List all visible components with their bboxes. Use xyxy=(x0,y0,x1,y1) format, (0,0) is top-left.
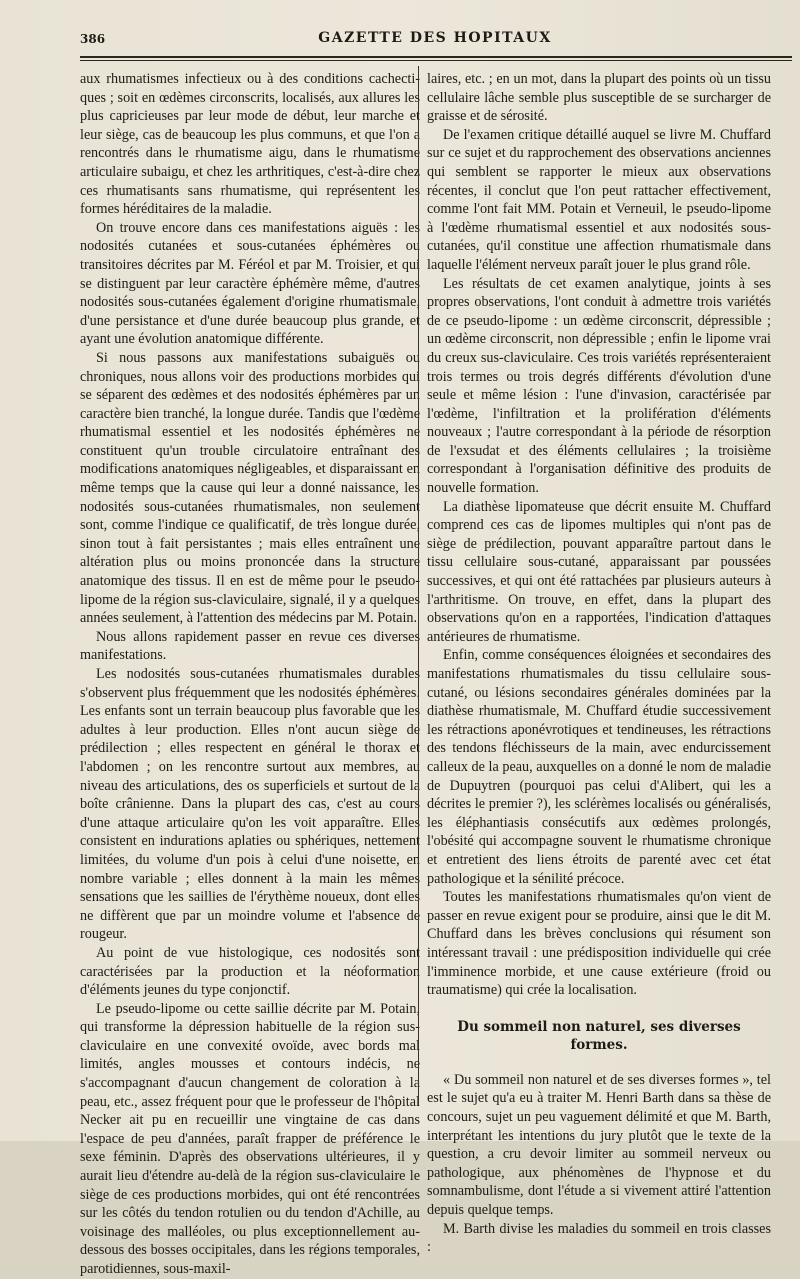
right-column xyxy=(427,70,771,1257)
paragraph: Les nodosités sous-cutanées rhumatismales durables s'observent plus fréquemment que les nodosités éphémères. Les enfants sont un terrain beaucoup plus favorable que les adultes à leur production. Elles n'ont aucun siège de prédilection ; elles respectent en général le thorax et l'abdomen ; on les rencontre surtout aux membres, au niveau des articulations, des os superficiels et surtout de la boîte crânienne. Dans la plupart des cas, c'est au cours d'une attaque articulaire qu'on les voit apparaître. Elles consistent en indurations aplaties ou sphériques, nettement limitées, du volume d'un pois à celui d'une noisette, en nombre variable ; elles donnent à la main les mêmes sensations que les saillies de l'érythème noueux, dont elles ne diffèrent que par un moindre volume et l'absence de rougeur. xyxy=(80,666,420,943)
paragraph: Au point de vue histologique, ces nodosités sont caractérisées par la production et la néoformation d'éléments jeunes du type conjonctif. xyxy=(80,944,420,999)
column-divider xyxy=(418,66,419,1106)
page-header xyxy=(80,30,790,54)
paragraph: laires, etc. ; en un mot, dans la plupart des points où un tissu cellulaire lâche semble plus susceptible de se surcharger de graisse et de sérosité. xyxy=(427,71,771,125)
paragraph: De l'examen critique détaillé auquel se livre M. Chuffard sur ce sujet et du rapprochement des observations anciennes qui semblent se rapporter le mieux aux observations récentes, il conclut que l'on peut rattacher effectivement, comme l'ont fait MM. Potain et Verneuil, le pseudo-lipome à l'œdème rhumatismal essentiel et aux nodosités sous-cutanées, qu'il constitue une affection rhumatismale dans laquelle l'élément nerveux paraît jouer le plus grand rôle. xyxy=(427,126,771,273)
header-rule-thin xyxy=(80,60,792,61)
paragraph: Les résultats de cet examen analytique, joints à ses propres observations, l'ont conduit à admettre trois variétés de ce pseudo-lipome : un œdème circonscrit, dépressible ; un œdème circonscrit, non dépressible ; enfin le lipome vrai du creux sus-claviculaire. Ces trois variétés représenteraient trois termes ou trois degrés différents d'évolution d'une seule et même lésion : l'une d'invasion, caractérisée par l'œdème, l'infiltration et la prolifération d'éléments nouveaux ; l'autre correspondant à la période de résorption de l'exsudat et des éléments cellulaires ; la troisième correspondant à l'organisation définitive des produits de nouvelle formation. xyxy=(427,275,771,497)
paragraph: Le pseudo-lipome ou cette saillie décrite par M. Potain, qui transforme la dépression habituelle de la région sus-claviculaire en une convexité ovoïde, avec bords mal limités, angles mousses et contours indécis, ne s'accompagnant d'aucun changement de coloration à la peau, etc., assez fréquent pour que le professeur de l'hôpital Necker ait pu en recueillir une vingtaine de cas dans l'espace de peu d'années, paraît frapper de préférence le sexe féminin. D'après des observations ultérieures, il y aurait lieu d'étendre au-delà de la région sus-claviculaire le siège de ces productions morbides, qui ont été rencontrées sur les côtés du tendon rotulien ou du tendon d'Achille, au voisinage des malléoles, ou plus exceptionnellement au-dessous des bosses occipitales, dans les régions temporales, parotidiennes, sous-maxil- xyxy=(80,1000,420,1277)
paragraph: Toutes les manifestations rhumatismales qu'on vient de passer en revue exigent pour se produire, ainsi que le dit M. Chuffard dans les brèves conclusions qui résument son intéressant travail : une prédisposition individuelle qui crée l'imminence morbide, et une cause extérieure (froid ou traumatisme) qui crée la localisation. xyxy=(427,889,771,999)
paragraph: aux rhumatismes infectieux ou à des conditions cachecti-ques ; soit en œdèmes circonscrits, localisés, aux allures les plus capricieuses par leur mode de début, leur marche et leur siège, cas de beaucoup les plus communs, et que l'on a rencontrés dans le rhumatisme aigu, dans le rhumatisme articulaire subaigu, et chez les arthritiques, c'est-à-dire chez ces rhumatisants sans rhumatisme, qui représentent les formes héréditaires de la maladie. xyxy=(80,71,420,218)
section-title: Du sommeil non naturel, ses diverses formes. xyxy=(457,1018,741,1054)
paragraph: « Du sommeil non naturel et de ses diverses formes », tel est le sujet qu'a eu à traiter M. Henri Barth dans sa thèse de concours, sujet un peu vaguement délimité et que M. Barth, interprétant les intentions du jury plutôt que le texte de la question, a cru devoir limiter au sommeil nerveux ou pathologique, aux phénomènes de l'hypnose et du somnambulisme, dont l'étude a si vivement attiré l'attention depuis quelque temps. xyxy=(427,1071,771,1219)
header-rule-thick xyxy=(80,56,792,58)
paragraph: Si nous passons aux manifestations subaiguës ou chroniques, nous allons voir des productions morbides qui se séparent des œdèmes et des nodosités éphémères par un caractère bien tranché, la longue durée. Tandis que l'œdème rhumatismal essentiel et les nodosités éphémères ne constituent qu'un trouble circulatoire entraînant des modifications anatomiques négligeables, et disparaissant en même temps que la cause qui leur a donné naissance, les nodosités sous-cutanées rhumatismales, non seulement sont, comme l'indique ce qualificatif, de très longue durée, sinon tout à fait persistantes ; mais elles entraînent une altération plus ou moins prononcée dans la structure anatomique des tissus. Il en est de même pour le pseudo-lipome de la région sus-claviculaire, signalé, il y a quelques années seulement, à l'attention des médecins par M. Potain. xyxy=(80,349,420,627)
paragraph: On trouve encore dans ces manifestations aiguës : les nodosités cutanées et sous-cutanées éphémères ou transitoires décrites par M. Féréol et par M. Troisier, et qui se distinguent par leur caractère éphémère même, d'autres nodosités sous-cutanées également d'origine rhumatismale, d'une persistance et d'une durée beaucoup plus grande, et ayant une évolution anatomique différente. xyxy=(80,219,420,348)
running-title: GAZETTE DES HOPITAUX xyxy=(318,30,552,46)
paragraph: M. Barth divise les maladies du sommeil en trois classes : xyxy=(427,1220,771,1256)
paragraph: La diathèse lipomateuse que décrit ensuite M. Chuffard comprend ces cas de lipomes multiples qui n'ont pas de siège de prédilection, pouvant apparaître partout dans le tissu cellulaire sous-cutané, apparaissant par poussées successives, et qui ont été rattachées par plusieurs auteurs à l'arthritisme. On trouve, en effet, dans la plupart des observations qu'on en a rapportées, l'indication d'attaques antérieures de rhumatisme. xyxy=(427,498,771,645)
page-number: 386 xyxy=(80,32,106,46)
paragraph: Enfin, comme conséquences éloignées et secondaires des manifestations rhumatismales du tissu cellulaire sous-cutané, ou lésions secondaires générales dominées par la diathèse rhumatismale, M. Chuffard étudie successivement les rétractions aponévrotiques et tendineuses, les rétractions des tendons fléchisseurs de la main, avec endurcissement calleux de la peau, auxquelles on a donné le nom de maladie de Dupuytren (pourquoi pas celui d'Alibert, qui les a décrites le premier ?), les sclérèmes localisés ou généralisés, les éléphantiasis consécutifs aux œdèmes prolongés, l'obésité qui accompagne souvent le rhumatisme chronique et entretient des liens étroits de parenté avec cet état pathologique et la sénilité précoce. xyxy=(427,647,771,887)
paragraph: Nous allons rapidement passer en revue ces diverses manifestations. xyxy=(80,628,420,664)
left-column xyxy=(80,70,420,1279)
